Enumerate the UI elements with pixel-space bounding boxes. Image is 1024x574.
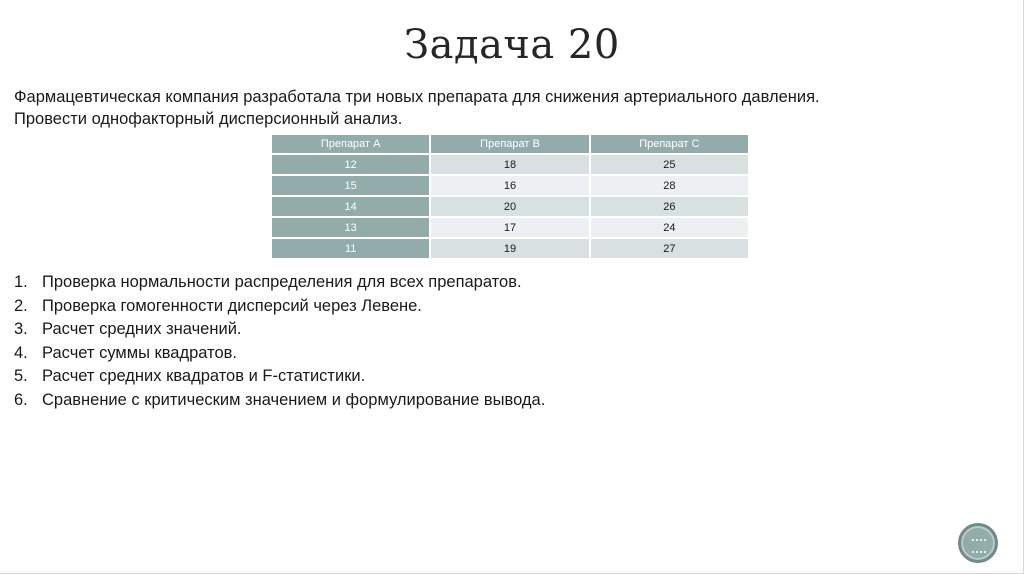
task-description-line: Фармацевтическая компания разработала три новых препарата для снижения артериального давления.: [14, 88, 820, 106]
table-header-cell: Препарат A: [271, 134, 430, 154]
steps-list: [14, 271, 545, 413]
table-cell: 12: [271, 154, 430, 175]
table-row: [271, 196, 749, 217]
list-item-text: Проверка нормальности распределения для всех препаратов.: [42, 273, 522, 291]
list-item: [14, 342, 545, 366]
list-item-number: 3.: [14, 320, 28, 339]
slide-title: Задача 20: [404, 22, 620, 68]
table-header-cell: Препарат C: [590, 134, 749, 154]
list-item: [14, 295, 545, 319]
table-cell: 16: [430, 175, 589, 196]
table-cell: 15: [271, 175, 430, 196]
list-item-text: Расчет средних квадратов и F-статистики.: [42, 367, 366, 386]
list-item-number: 6.: [14, 390, 28, 409]
list-item-text: Проверка гомогенности дисперсий через Левене.: [42, 296, 422, 315]
list-item: [14, 318, 545, 342]
list-item: [14, 365, 545, 389]
list-item-text: Расчет суммы квадратов.: [42, 343, 238, 362]
table-cell: 28: [590, 175, 749, 196]
table-row: [271, 217, 749, 238]
list-item: [14, 389, 545, 413]
table-row: [271, 238, 749, 259]
table-header-row: [271, 134, 749, 154]
list-item-number: 4.: [14, 343, 28, 362]
slide-nav-button-icon[interactable]: [958, 523, 998, 563]
list-item: [14, 271, 545, 295]
table-cell: 24: [590, 217, 749, 238]
table-row: [271, 154, 749, 175]
table-cell: 20: [430, 196, 589, 217]
table-row: [271, 175, 749, 196]
table-cell: 13: [271, 217, 430, 238]
table-cell: 18: [430, 154, 589, 175]
data-table: [270, 133, 750, 260]
list-item-text: Расчет средних значений.: [42, 320, 242, 339]
list-item-text: Сравнение с критическим значением и формулирование вывода.: [42, 390, 546, 409]
table-cell: 27: [590, 238, 749, 259]
list-item-number: 1.: [14, 273, 28, 291]
table-cell: 19: [430, 238, 589, 259]
table-cell: 26: [590, 196, 749, 217]
table-cell: 25: [590, 154, 749, 175]
task-description: [14, 86, 1004, 130]
task-description-line: Провести однофакторный дисперсионный анализ.: [14, 110, 403, 128]
table-header-cell: Препарат B: [430, 134, 589, 154]
list-item-number: 5.: [14, 367, 28, 386]
list-item-number: 2.: [14, 296, 28, 315]
table-cell: 11: [271, 238, 430, 259]
table-cell: 17: [430, 217, 589, 238]
table-cell: 14: [271, 196, 430, 217]
